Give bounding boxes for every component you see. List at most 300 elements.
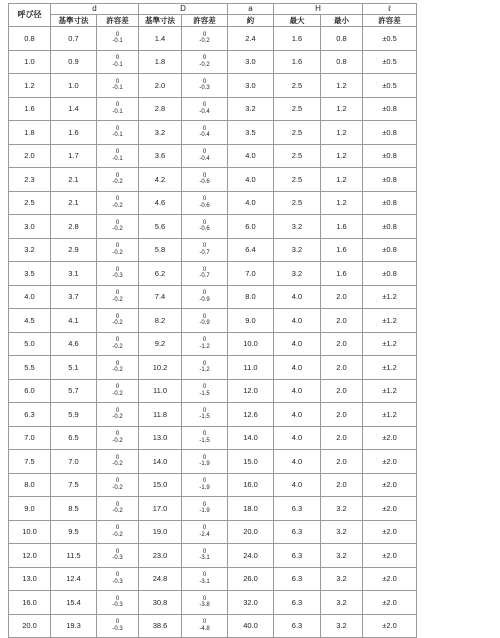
a-approx-cell: 3.0 [228, 50, 274, 74]
d-tolerance-lower: -0.1 [112, 38, 123, 45]
D-tolerance-cell [182, 591, 228, 615]
d-tolerance-upper: 0 [115, 384, 120, 391]
D-tolerance-lower: -2.4 [199, 531, 210, 538]
table-row [9, 262, 417, 286]
d-tolerance-cell [97, 544, 139, 568]
D-tolerance-upper: 0 [202, 243, 207, 250]
H-min-cell: 1.2 [321, 191, 363, 215]
table-row [9, 238, 417, 262]
a-approx-cell: 10.0 [228, 332, 274, 356]
D-tolerance-lower: -0.6 [199, 202, 210, 209]
d-tolerance-upper: 0 [115, 172, 120, 179]
D-tolerance-lower: -1.2 [199, 367, 210, 374]
header-row-sub [9, 15, 417, 27]
D-tolerance-lower: -0.2 [199, 61, 210, 68]
d-basic-cell: 2.9 [51, 238, 97, 262]
D-tolerance-cell [182, 168, 228, 192]
D-tolerance-lower: -3.1 [199, 578, 210, 585]
d-tolerance-upper: 0 [115, 219, 120, 226]
D-tolerance-upper: 0 [202, 31, 207, 38]
D-basic-cell: 6.2 [139, 262, 182, 286]
d-tolerance-lower: -0.1 [112, 108, 123, 115]
table-row [9, 50, 417, 74]
d-basic-cell: 2.1 [51, 168, 97, 192]
a-approx-cell: 14.0 [228, 426, 274, 450]
d-basic-cell: 2.8 [51, 215, 97, 239]
D-tolerance-upper: 0 [202, 384, 207, 391]
d-tolerance-lower: -0.2 [112, 461, 123, 468]
d-basic-cell: 19.3 [51, 614, 97, 638]
nominal-size-cell: 4.5 [9, 309, 51, 333]
header-a-approx: 約 [228, 15, 274, 27]
H-max-cell: 3.2 [274, 215, 321, 239]
D-tolerance-lower: -1.9 [199, 484, 210, 491]
d-basic-cell: 7.0 [51, 450, 97, 474]
table-row [9, 121, 417, 145]
table-row [9, 591, 417, 615]
l-tolerance-cell: ±2.0 [363, 544, 417, 568]
d-tolerance-cell [97, 168, 139, 192]
l-tolerance-cell: ±2.0 [363, 450, 417, 474]
nominal-size-cell: 5.5 [9, 356, 51, 380]
d-tolerance-upper: 0 [115, 55, 120, 62]
d-tolerance-cell [97, 121, 139, 145]
nominal-size-cell: 7.0 [9, 426, 51, 450]
D-tolerance-lower: -0.9 [199, 296, 210, 303]
l-tolerance-cell: ±0.5 [363, 50, 417, 74]
D-basic-cell: 9.2 [139, 332, 182, 356]
D-basic-cell: 7.4 [139, 285, 182, 309]
d-tolerance-cell [97, 309, 139, 333]
D-tolerance-lower: -3.1 [199, 555, 210, 562]
D-tolerance-lower: -0.6 [199, 226, 210, 233]
D-tolerance-cell [182, 215, 228, 239]
nominal-size-cell: 2.3 [9, 168, 51, 192]
d-tolerance-cell [97, 379, 139, 403]
l-tolerance-cell: ±0.8 [363, 97, 417, 121]
a-approx-cell: 3.0 [228, 74, 274, 98]
D-basic-cell: 3.2 [139, 121, 182, 145]
D-tolerance-upper: 0 [202, 454, 207, 461]
a-approx-cell: 4.0 [228, 191, 274, 215]
D-tolerance-upper: 0 [202, 78, 207, 85]
H-max-cell: 6.3 [274, 497, 321, 521]
table-row [9, 168, 417, 192]
d-tolerance-upper: 0 [115, 313, 120, 320]
d-tolerance-cell [97, 262, 139, 286]
header-D: D [139, 4, 228, 15]
d-tolerance-lower: -0.1 [112, 132, 123, 139]
d-tolerance-upper: 0 [115, 619, 120, 626]
l-tolerance-cell: ±1.2 [363, 356, 417, 380]
l-tolerance-cell: ±0.8 [363, 215, 417, 239]
H-min-cell: 3.2 [321, 520, 363, 544]
d-tolerance-cell [97, 215, 139, 239]
H-max-cell: 3.2 [274, 238, 321, 262]
d-basic-cell: 3.7 [51, 285, 97, 309]
D-basic-cell: 5.6 [139, 215, 182, 239]
a-approx-cell: 12.6 [228, 403, 274, 427]
d-tolerance-upper: 0 [115, 290, 120, 297]
d-tolerance-cell [97, 403, 139, 427]
a-approx-cell: 16.0 [228, 473, 274, 497]
D-tolerance-cell [182, 285, 228, 309]
nominal-size-cell: 3.0 [9, 215, 51, 239]
H-min-cell: 3.2 [321, 591, 363, 615]
D-tolerance-cell [182, 74, 228, 98]
nominal-size-cell: 10.0 [9, 520, 51, 544]
d-basic-cell: 5.9 [51, 403, 97, 427]
H-max-cell: 4.0 [274, 285, 321, 309]
D-tolerance-upper: 0 [202, 501, 207, 508]
D-tolerance-cell [182, 426, 228, 450]
header-H-min: 最小 [321, 15, 363, 27]
D-tolerance-cell [182, 520, 228, 544]
table-row [9, 614, 417, 638]
H-max-cell: 6.3 [274, 544, 321, 568]
l-tolerance-cell: ±1.2 [363, 403, 417, 427]
header-row-top [9, 4, 417, 15]
H-min-cell: 1.6 [321, 215, 363, 239]
D-tolerance-upper: 0 [202, 219, 207, 226]
H-max-cell: 4.0 [274, 426, 321, 450]
D-tolerance-lower: -0.4 [199, 132, 210, 139]
a-approx-cell: 2.4 [228, 27, 274, 51]
d-basic-cell: 12.4 [51, 567, 97, 591]
D-basic-cell: 4.2 [139, 168, 182, 192]
H-max-cell: 4.0 [274, 379, 321, 403]
D-basic-cell: 17.0 [139, 497, 182, 521]
a-approx-cell: 8.0 [228, 285, 274, 309]
table-row [9, 27, 417, 51]
H-max-cell: 4.0 [274, 332, 321, 356]
l-tolerance-cell: ±2.0 [363, 520, 417, 544]
a-approx-cell: 12.0 [228, 379, 274, 403]
l-tolerance-cell: ±2.0 [363, 567, 417, 591]
d-tolerance-cell [97, 356, 139, 380]
a-approx-cell: 4.0 [228, 168, 274, 192]
D-tolerance-cell [182, 356, 228, 380]
nominal-size-cell: 1.2 [9, 74, 51, 98]
header-d: d [51, 4, 139, 15]
table-row [9, 332, 417, 356]
d-basic-cell: 1.6 [51, 121, 97, 145]
D-tolerance-cell [182, 97, 228, 121]
D-basic-cell: 14.0 [139, 450, 182, 474]
H-min-cell: 2.0 [321, 403, 363, 427]
H-min-cell: 3.2 [321, 497, 363, 521]
nominal-size-cell: 4.0 [9, 285, 51, 309]
d-basic-cell: 2.1 [51, 191, 97, 215]
d-basic-cell: 3.1 [51, 262, 97, 286]
D-tolerance-lower: -0.4 [199, 155, 210, 162]
d-tolerance-cell [97, 497, 139, 521]
d-tolerance-cell [97, 450, 139, 474]
spec-table-container [8, 3, 417, 638]
a-approx-cell: 18.0 [228, 497, 274, 521]
d-basic-cell: 15.4 [51, 591, 97, 615]
D-tolerance-cell [182, 144, 228, 168]
d-tolerance-cell [97, 591, 139, 615]
a-approx-cell: 11.0 [228, 356, 274, 380]
table-row [9, 215, 417, 239]
a-approx-cell: 24.0 [228, 544, 274, 568]
nominal-size-cell: 0.8 [9, 27, 51, 51]
d-tolerance-upper: 0 [115, 31, 120, 38]
d-basic-cell: 7.5 [51, 473, 97, 497]
table-row [9, 403, 417, 427]
d-tolerance-upper: 0 [115, 360, 120, 367]
D-tolerance-upper: 0 [202, 172, 207, 179]
nominal-size-cell: 7.5 [9, 450, 51, 474]
header-d-tolerance: 許容差 [97, 15, 139, 27]
H-min-cell: 1.2 [321, 121, 363, 145]
table-row [9, 544, 417, 568]
d-tolerance-lower: -0.1 [112, 155, 123, 162]
nominal-size-cell: 6.3 [9, 403, 51, 427]
D-tolerance-lower: -1.9 [199, 461, 210, 468]
d-tolerance-lower: -0.2 [112, 343, 123, 350]
d-tolerance-upper: 0 [115, 407, 120, 414]
H-min-cell: 1.2 [321, 74, 363, 98]
d-tolerance-upper: 0 [115, 243, 120, 250]
D-tolerance-cell [182, 379, 228, 403]
H-max-cell: 3.2 [274, 262, 321, 286]
nominal-size-cell: 8.0 [9, 473, 51, 497]
H-min-cell: 3.2 [321, 614, 363, 638]
l-tolerance-cell: ±2.0 [363, 426, 417, 450]
H-min-cell: 1.6 [321, 262, 363, 286]
table-row [9, 285, 417, 309]
d-tolerance-lower: -0.2 [112, 437, 123, 444]
header-a: a [228, 4, 274, 15]
H-min-cell: 2.0 [321, 332, 363, 356]
H-max-cell: 2.5 [274, 121, 321, 145]
nominal-size-cell: 9.0 [9, 497, 51, 521]
d-tolerance-cell [97, 285, 139, 309]
D-tolerance-lower: -1.5 [199, 414, 210, 421]
H-min-cell: 1.2 [321, 144, 363, 168]
D-basic-cell: 3.6 [139, 144, 182, 168]
H-min-cell: 2.0 [321, 473, 363, 497]
header-D-basic: 基準寸法 [139, 15, 182, 27]
H-max-cell: 1.6 [274, 50, 321, 74]
l-tolerance-cell: ±0.5 [363, 27, 417, 51]
D-tolerance-lower: -0.4 [199, 108, 210, 115]
nominal-size-cell: 1.8 [9, 121, 51, 145]
d-tolerance-upper: 0 [115, 501, 120, 508]
D-tolerance-lower: -0.2 [199, 38, 210, 45]
d-tolerance-lower: -0.2 [112, 531, 123, 538]
header-H: H [274, 4, 363, 15]
D-tolerance-cell [182, 473, 228, 497]
nominal-size-cell: 1.0 [9, 50, 51, 74]
D-tolerance-cell [182, 332, 228, 356]
d-basic-cell: 1.7 [51, 144, 97, 168]
D-tolerance-cell [182, 403, 228, 427]
H-max-cell: 4.0 [274, 473, 321, 497]
D-basic-cell: 23.0 [139, 544, 182, 568]
D-tolerance-lower: -0.7 [199, 273, 210, 280]
nominal-size-cell: 3.2 [9, 238, 51, 262]
a-approx-cell: 20.0 [228, 520, 274, 544]
D-tolerance-lower: -0.7 [199, 249, 210, 256]
l-tolerance-cell: ±2.0 [363, 497, 417, 521]
d-tolerance-lower: -0.2 [112, 202, 123, 209]
d-tolerance-lower: -0.1 [112, 85, 123, 92]
l-tolerance-cell: ±1.2 [363, 309, 417, 333]
table-row [9, 309, 417, 333]
a-approx-cell: 15.0 [228, 450, 274, 474]
table-row [9, 520, 417, 544]
D-tolerance-cell [182, 544, 228, 568]
table-row [9, 97, 417, 121]
d-tolerance-upper: 0 [115, 478, 120, 485]
D-tolerance-upper: 0 [202, 196, 207, 203]
l-tolerance-cell: ±0.5 [363, 74, 417, 98]
header-D-tolerance: 許容差 [182, 15, 228, 27]
D-basic-cell: 38.6 [139, 614, 182, 638]
a-approx-cell: 6.4 [228, 238, 274, 262]
spec-table [8, 3, 417, 638]
D-basic-cell: 11.0 [139, 379, 182, 403]
D-tolerance-upper: 0 [202, 595, 207, 602]
D-tolerance-upper: 0 [202, 478, 207, 485]
d-tolerance-lower: -0.2 [112, 320, 123, 327]
nominal-size-cell: 3.5 [9, 262, 51, 286]
D-tolerance-upper: 0 [202, 55, 207, 62]
table-row [9, 450, 417, 474]
d-basic-cell: 4.1 [51, 309, 97, 333]
H-min-cell: 1.2 [321, 97, 363, 121]
d-basic-cell: 11.5 [51, 544, 97, 568]
H-max-cell: 6.3 [274, 614, 321, 638]
D-tolerance-lower: -0.6 [199, 179, 210, 186]
l-tolerance-cell: ±2.0 [363, 591, 417, 615]
D-tolerance-cell [182, 191, 228, 215]
d-tolerance-upper: 0 [115, 572, 120, 579]
l-tolerance-cell: ±1.2 [363, 285, 417, 309]
D-tolerance-upper: 0 [202, 149, 207, 156]
H-max-cell: 6.3 [274, 520, 321, 544]
H-max-cell: 2.5 [274, 191, 321, 215]
d-tolerance-cell [97, 144, 139, 168]
D-basic-cell: 19.0 [139, 520, 182, 544]
d-tolerance-cell [97, 191, 139, 215]
D-tolerance-cell [182, 567, 228, 591]
H-min-cell: 3.2 [321, 544, 363, 568]
a-approx-cell: 4.0 [228, 144, 274, 168]
D-tolerance-lower: -3.8 [199, 602, 210, 609]
table-row [9, 379, 417, 403]
table-row [9, 356, 417, 380]
d-tolerance-upper: 0 [115, 125, 120, 132]
a-approx-cell: 7.0 [228, 262, 274, 286]
d-tolerance-cell [97, 50, 139, 74]
table-row [9, 191, 417, 215]
D-basic-cell: 8.2 [139, 309, 182, 333]
d-tolerance-upper: 0 [115, 595, 120, 602]
D-tolerance-lower: -1.9 [199, 508, 210, 515]
l-tolerance-cell: ±1.2 [363, 332, 417, 356]
d-tolerance-upper: 0 [115, 431, 120, 438]
d-tolerance-lower: -0.3 [112, 273, 123, 280]
a-approx-cell: 3.2 [228, 97, 274, 121]
d-tolerance-upper: 0 [115, 196, 120, 203]
nominal-size-cell: 5.0 [9, 332, 51, 356]
header-l: ℓ [363, 4, 417, 15]
D-tolerance-upper: 0 [202, 407, 207, 414]
l-tolerance-cell: ±1.2 [363, 379, 417, 403]
D-tolerance-upper: 0 [202, 431, 207, 438]
d-tolerance-lower: -0.2 [112, 296, 123, 303]
D-tolerance-lower: -1.2 [199, 343, 210, 350]
d-tolerance-lower: -0.3 [112, 555, 123, 562]
nominal-size-cell: 20.0 [9, 614, 51, 638]
D-tolerance-cell [182, 238, 228, 262]
a-approx-cell: 9.0 [228, 309, 274, 333]
D-tolerance-cell [182, 121, 228, 145]
d-tolerance-lower: -0.1 [112, 61, 123, 68]
D-tolerance-cell [182, 497, 228, 521]
D-tolerance-upper: 0 [202, 266, 207, 273]
H-max-cell: 4.0 [274, 356, 321, 380]
D-tolerance-cell [182, 309, 228, 333]
H-max-cell: 4.0 [274, 403, 321, 427]
nominal-size-cell: 1.6 [9, 97, 51, 121]
D-tolerance-upper: 0 [202, 102, 207, 109]
D-basic-cell: 2.0 [139, 74, 182, 98]
d-tolerance-upper: 0 [115, 525, 120, 532]
D-basic-cell: 2.8 [139, 97, 182, 121]
a-approx-cell: 6.0 [228, 215, 274, 239]
d-basic-cell: 4.6 [51, 332, 97, 356]
d-tolerance-lower: -0.2 [112, 179, 123, 186]
d-tolerance-lower: -0.3 [112, 602, 123, 609]
d-tolerance-upper: 0 [115, 266, 120, 273]
l-tolerance-cell: ±0.8 [363, 144, 417, 168]
D-tolerance-cell [182, 50, 228, 74]
a-approx-cell: 26.0 [228, 567, 274, 591]
nominal-size-cell: 2.0 [9, 144, 51, 168]
d-tolerance-lower: -0.3 [112, 625, 123, 632]
table-row [9, 567, 417, 591]
d-tolerance-cell [97, 238, 139, 262]
header-nominal-size: 呼び径 [9, 4, 51, 27]
D-tolerance-lower: -0.9 [199, 320, 210, 327]
nominal-size-cell: 12.0 [9, 544, 51, 568]
d-tolerance-cell [97, 520, 139, 544]
D-basic-cell: 5.8 [139, 238, 182, 262]
d-basic-cell: 5.7 [51, 379, 97, 403]
d-tolerance-upper: 0 [115, 454, 120, 461]
D-tolerance-upper: 0 [202, 360, 207, 367]
d-tolerance-lower: -0.3 [112, 578, 123, 585]
d-tolerance-cell [97, 567, 139, 591]
table-body [9, 27, 417, 638]
H-max-cell: 6.3 [274, 567, 321, 591]
d-basic-cell: 0.9 [51, 50, 97, 74]
D-tolerance-upper: 0 [202, 619, 207, 626]
D-tolerance-cell [182, 262, 228, 286]
d-basic-cell: 5.1 [51, 356, 97, 380]
a-approx-cell: 32.0 [228, 591, 274, 615]
H-min-cell: 0.8 [321, 27, 363, 51]
H-max-cell: 4.0 [274, 450, 321, 474]
D-tolerance-upper: 0 [202, 125, 207, 132]
d-tolerance-lower: -0.2 [112, 484, 123, 491]
l-tolerance-cell: ±2.0 [363, 473, 417, 497]
